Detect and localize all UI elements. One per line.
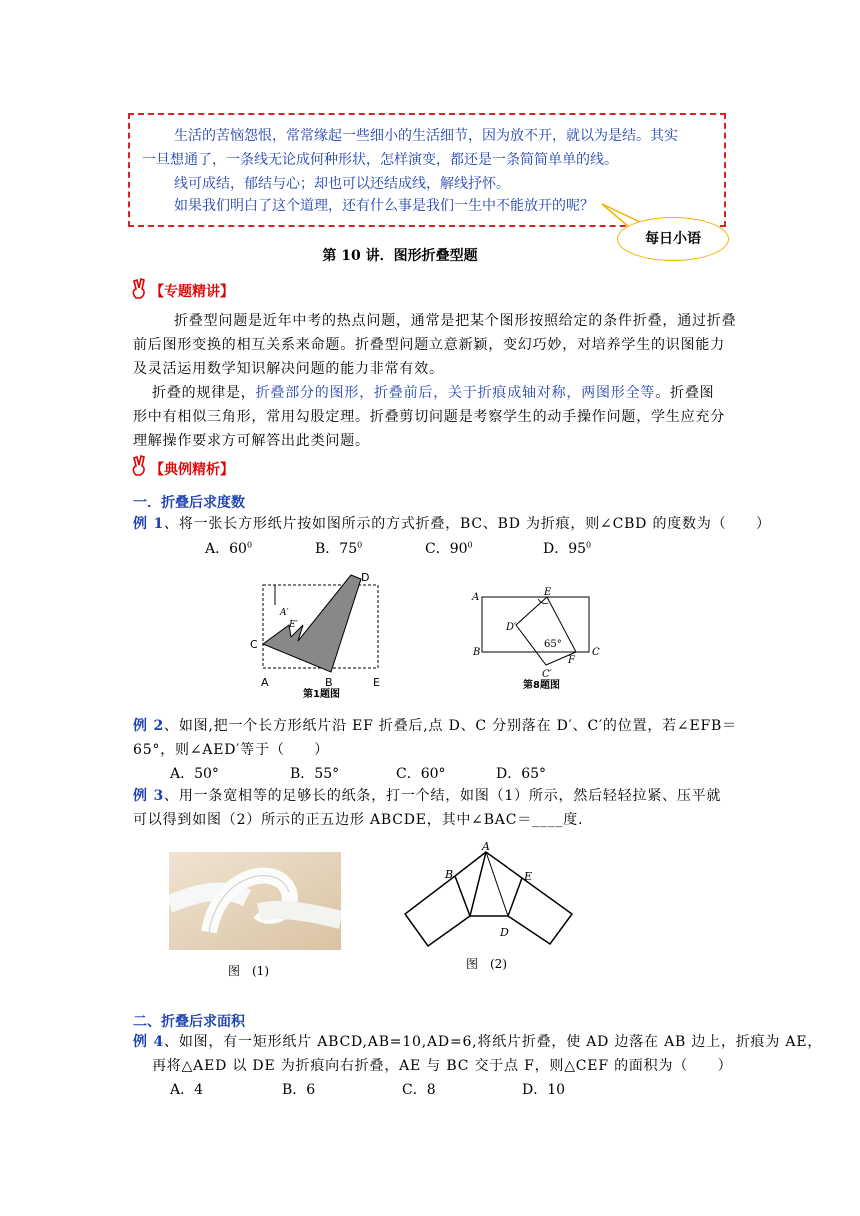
example-3-question bbox=[133, 784, 721, 808]
option: B．$75^0$ bbox=[315, 540, 363, 557]
point-label: E bbox=[544, 587, 552, 598]
rule-line bbox=[152, 381, 714, 405]
example-3-question-cont: 可以得到如图（2）所示的正五边形 ABCDE，其中∠BAC＝____度. bbox=[133, 812, 584, 828]
figure-caption: 第8题图 bbox=[523, 680, 560, 691]
option: C．$90^0$ bbox=[425, 540, 473, 557]
paper-knot-photo bbox=[169, 852, 341, 950]
example-2-question-cont: 65°，则∠AED′等于（ ） bbox=[133, 742, 330, 758]
example-label: 例 3 bbox=[133, 788, 165, 804]
section-heading-topic: 【专题精讲】 bbox=[150, 284, 234, 300]
point-label: C bbox=[250, 638, 258, 651]
figure-caption: 图 (1) bbox=[228, 964, 269, 978]
option: D．65° bbox=[496, 766, 547, 782]
part-heading: 二、折叠后求面积 bbox=[133, 1014, 245, 1030]
option: A．4 bbox=[170, 1082, 204, 1098]
rule-line: 理解操作要求方可解答出此类问题。 bbox=[133, 433, 370, 449]
option: A．50° bbox=[170, 766, 219, 782]
angle-label: 65° bbox=[544, 639, 562, 650]
quote-line: 线可成结，郁结与心；却也可以还结成线，解线抒怀。 bbox=[174, 176, 510, 192]
figure-8-fold-rectangle bbox=[468, 585, 608, 695]
example-4-question-cont: 再将△AED 以 DE 为折痕向右折叠，AE 与 BC 交于点 F，则△CEF 的面积为（ ） bbox=[152, 1058, 733, 1074]
example-text: 、将一张长方形纸片按如图所示的方式折叠，BC、BD 为折痕，则∠CBD 的度数为（ ） bbox=[164, 516, 771, 532]
vertex-label: D bbox=[500, 926, 509, 939]
option: B．55° bbox=[290, 766, 340, 782]
rule-text: 折叠的规律是， bbox=[152, 385, 256, 401]
point-label: A bbox=[261, 676, 269, 689]
point-label: B bbox=[325, 676, 333, 689]
point-label: A′ bbox=[280, 608, 289, 618]
point-label: D′ bbox=[506, 622, 517, 633]
example-label: 例 2 bbox=[133, 718, 165, 734]
victory-hand-icon bbox=[130, 455, 150, 481]
intro-line: 及灵活运用数学知识解决问题的能力非常有效。 bbox=[133, 361, 444, 377]
example-2-question bbox=[133, 714, 737, 738]
example-1-question bbox=[133, 512, 771, 536]
option: C．8 bbox=[402, 1082, 436, 1098]
page-title: 第 10 讲．图形折叠型题 bbox=[322, 248, 478, 264]
intro-line: 前后图形变换的相互关系来命题。折叠型问题立意新颖，变幻巧妙，对培养学生的识图能力 bbox=[133, 337, 725, 353]
quote-line: 生活的苦恼怨恨，常常缘起一些细小的生活细节，因为放不开，就以为是结。其实 bbox=[174, 128, 678, 144]
rule-highlight: 折叠部分的图形，折叠前后，关于折痕成轴对称，两图形全等 bbox=[255, 385, 656, 401]
figure-1-folded-rectangle bbox=[245, 565, 395, 700]
rule-text: 。折叠图 bbox=[655, 385, 715, 401]
point-label: F bbox=[568, 655, 575, 666]
example-label: 例 4 bbox=[133, 1034, 165, 1050]
victory-hand-icon bbox=[130, 278, 150, 304]
quote-line: 一旦想通了，一条线无论成何种形状，怎样演变，都还是一条简简单单的线。 bbox=[142, 152, 618, 168]
point-label: C′ bbox=[542, 669, 552, 680]
example-text: 、用一条宽相等的足够长的纸条，打一个结，如图（1）所示，然后轻轻拉紧、压平就 bbox=[164, 788, 722, 804]
option: C．60° bbox=[396, 766, 446, 782]
point-label: B bbox=[473, 647, 481, 658]
figure-caption: 第1题图 bbox=[303, 689, 340, 700]
example-label: 例 1 bbox=[133, 516, 165, 532]
quote-line: 如果我们明白了这个道理，还有什么事是我们一生中不能放开的呢？ bbox=[174, 198, 594, 214]
daily-quote-bubble: 每日小语 bbox=[617, 217, 729, 261]
section-heading-examples: 【典例精析】 bbox=[150, 462, 234, 478]
figure-caption: 图 (2) bbox=[466, 957, 507, 971]
intro-line: 折叠型问题是近年中考的热点问题，通常是把某个图形按照给定的条件折叠，通过折叠 bbox=[174, 313, 737, 329]
pentagon-knot-diagram bbox=[400, 838, 575, 953]
point-label: D bbox=[361, 571, 370, 584]
rule-line: 形中有相似三角形，常用勾股定理。折叠剪切问题是考察学生的动手操作问题，学生应充分 bbox=[133, 409, 725, 425]
vertex-label: B bbox=[445, 868, 454, 881]
part-heading: 一．折叠后求度数 bbox=[133, 495, 245, 511]
option: A．$60^0$ bbox=[205, 540, 253, 557]
option: D．$95^0$ bbox=[543, 540, 592, 557]
point-label: C bbox=[592, 647, 600, 658]
example-text: 、如图，有一矩形纸片 ABCD,AB=10,AD=6,将纸片折叠，使 AD 边落在 AB 边上，折痕为 AE， bbox=[164, 1034, 823, 1050]
example-4-question bbox=[133, 1030, 822, 1054]
vertex-label: E bbox=[524, 870, 533, 883]
point-label: E bbox=[373, 676, 380, 689]
vertex-label: A bbox=[482, 840, 490, 853]
option: B．6 bbox=[282, 1082, 316, 1098]
option: D．10 bbox=[522, 1082, 566, 1098]
example-text: 、如图,把一个长方形纸片沿 EF 折叠后,点 D、C 分别落在 D′、C′的位置，若∠EFB＝ bbox=[164, 718, 737, 734]
point-label: E′ bbox=[289, 620, 298, 630]
point-label: A bbox=[472, 592, 480, 603]
